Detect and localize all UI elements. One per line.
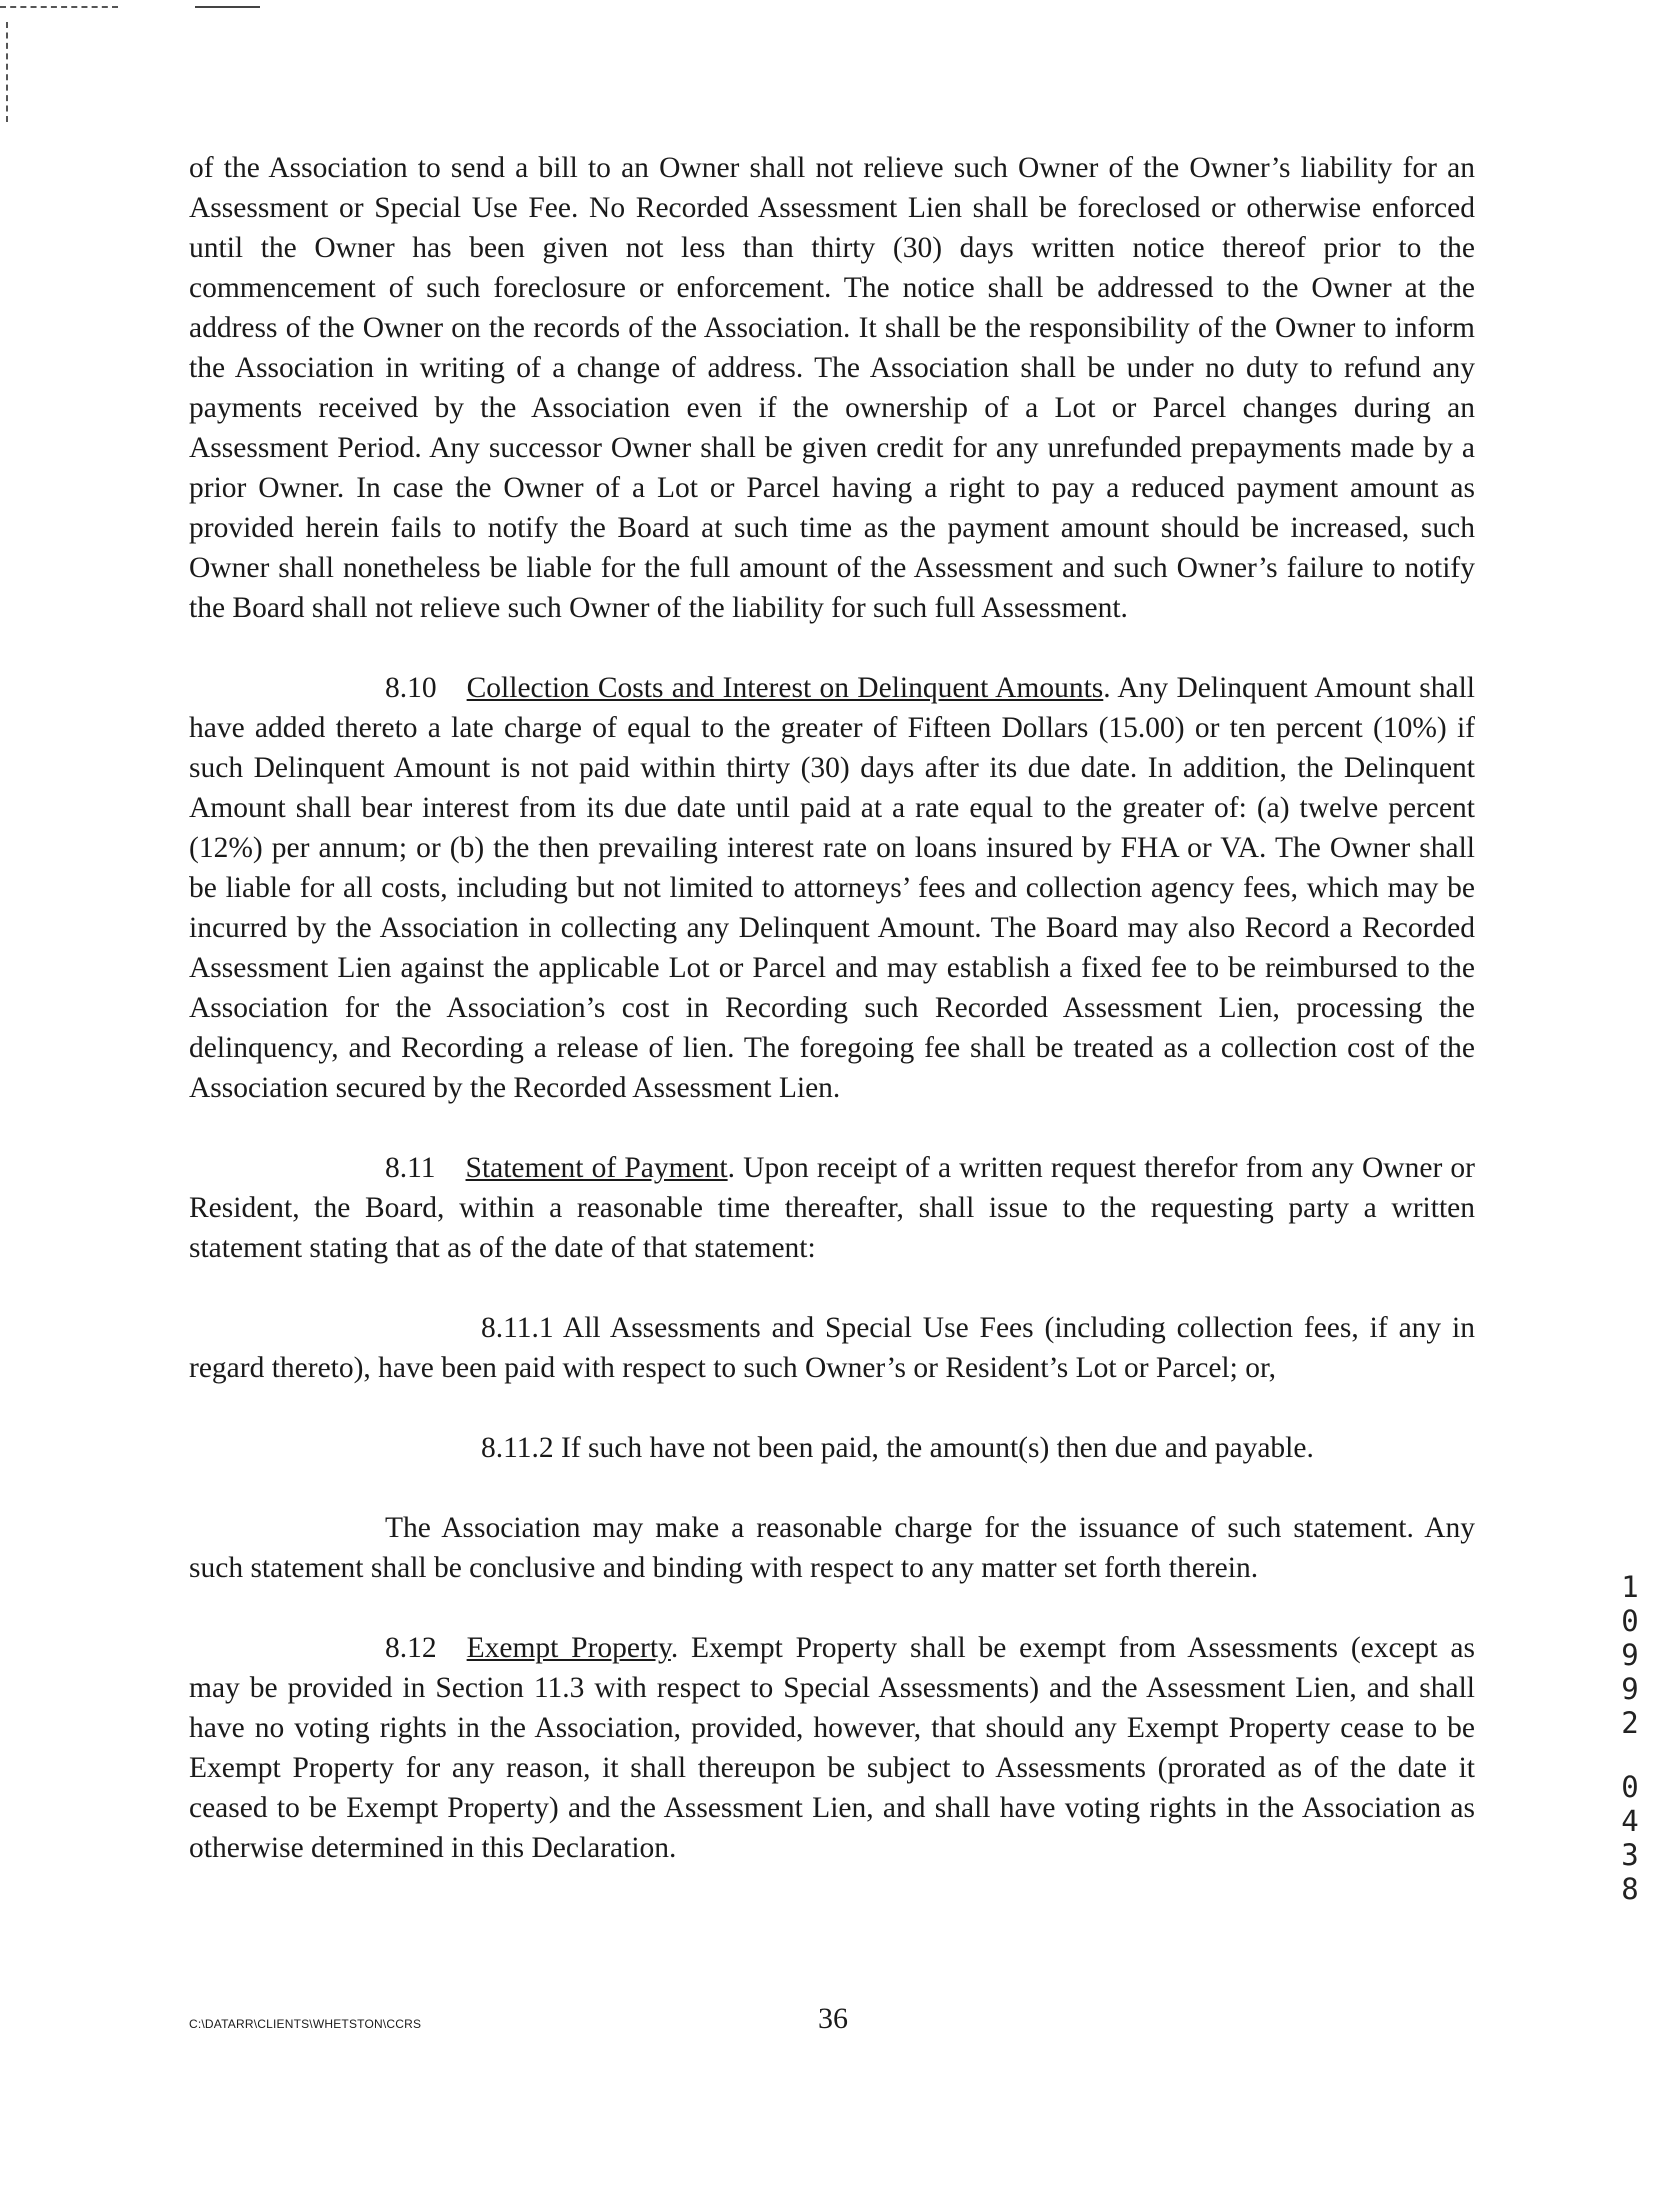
stamp-gap (1612, 1740, 1648, 1770)
section-8-11-2: 8.11.2 If such have not been paid, the amount(s) then due and payable. (481, 1432, 1314, 1464)
paragraph-statement-charge: The Association may make a reasonable charge for the issuance of such statement. Any such statement shall be conclusive and binding with respect to any matter set forth therein. (189, 1512, 1475, 1584)
section-title: Statement of Payment (465, 1152, 728, 1184)
scan-edge-mark-left (6, 22, 8, 122)
stamp-digit: 2 (1621, 1706, 1639, 1740)
section-8-11-1: 8.11.1 All Assessments and Special Use Fees (including collection fees, if any in regard thereto), have been paid with respect to such Owner’s or Resident’s Lot or Parcel; or, (189, 1312, 1475, 1384)
scan-edge-mark-top (0, 6, 118, 8)
paragraph-continuation: of the Association to send a bill to an Owner shall not relieve such Owner of the Owner’s liability for an Assessment or Special Use Fee. No Recorded Assessment Lien shall be foreclosed or otherwise enforced until the Owner has been given not less than thirty (30) days written notice thereof prior to the commencement of such foreclosure or enforcement. The notice shall be addressed to the Owner at the address of the Owner on the records of the Association. It shall be the responsibility of the Owner to inform the Association in writing of a change of address. The Association shall be under no duty to refund any payments received by the Association even if the ownership of a Lot or Parcel changes during an Assessment Period. Any successor Owner shall be given credit for any unrefunded prepayments made by a prior Owner. In case the Owner of a Lot or Parcel having a right to pay a reduced payment amount as provided herein fails to notify the Board at such time as the payment amount should be increased, such Owner shall nonetheless be liable for the full amount of the Assessment and such Owner’s failure to notify the Board shall not relieve such Owner of the liability for such full Assessment. (189, 152, 1475, 624)
recording-stamp (1612, 1570, 1648, 1906)
section-title: Exempt Property (466, 1632, 671, 1664)
stamp-digit: 1 (1621, 1570, 1639, 1604)
footer-file-path: C:\DATARR\CLIENTS\WHETSTON\CCRS (189, 2017, 422, 2031)
section-8-10 (189, 668, 1475, 1108)
section-8-12 (189, 1628, 1475, 1868)
section-number: 8.10 (385, 672, 437, 704)
scan-edge-mark-top-right (195, 6, 260, 8)
section-8-11 (189, 1148, 1475, 1268)
stamp-digit: 9 (1621, 1672, 1639, 1706)
section-body: . Exempt Property shall be exempt from Assessments (except as may be provided in Section 11.3 with respect to Special Assessments) and the Assessment Lien, and shall have no voting rights in the Association, provided, however, that should any Exempt Property cease to be Exempt Property for any reason, it shall thereupon be subject to Assessments (prorated as of the date it ceased to be Exempt Property) and the Assessment Lien, and shall have voting rights in the Association as otherwise determined in this Declaration. (189, 1632, 1475, 1864)
document-page (189, 148, 1475, 1868)
stamp-digit: 0 (1621, 1604, 1639, 1638)
section-number: 8.11 (385, 1152, 436, 1184)
section-body: . Upon receipt of a written request therefor from any Owner or Resident, the Board, within a reasonable time thereafter, shall issue to the requesting party a written statement stating that as of the date of that statement: (189, 1152, 1476, 1264)
stamp-digit: 4 (1621, 1804, 1639, 1838)
stamp-digit: 0 (1621, 1770, 1639, 1804)
page-number: 36 (818, 2002, 848, 2035)
stamp-digit: 9 (1621, 1638, 1639, 1672)
stamp-digit: 3 (1621, 1838, 1639, 1872)
section-title: Collection Costs and Interest on Delinquent Amounts (466, 672, 1104, 704)
stamp-digit: 8 (1621, 1872, 1639, 1906)
section-number: 8.12 (385, 1632, 437, 1664)
section-body: . Any Delinquent Amount shall have added thereto a late charge of equal to the greater of Fifteen Dollars (15.00) or ten percent (10%) if such Delinquent Amount is not paid within thirty (30) days after its due date. In addition, the Delinquent Amount shall bear interest from its due date until paid at a rate equal to the greater of: (a) twelve percent (12%) per annum; or (b) the then prevailing interest rate on loans insured by FHA or VA. The Owner shall be liable for all costs, including but not limited to attorneys’ fees and collection agency fees, which may be incurred by the Association in collecting any Delinquent Amount. The Board may also Record a Recorded Assessment Lien against the applicable Lot or Parcel and may establish a fixed fee to be reimbursed to the Association for the Association’s cost in Recording such Recorded Assessment Lien, processing the delinquency, and Recording a release of lien. The foregoing fee shall be treated as a collection cost of the Association secured by the Recorded Assessment Lien. (189, 672, 1475, 1104)
